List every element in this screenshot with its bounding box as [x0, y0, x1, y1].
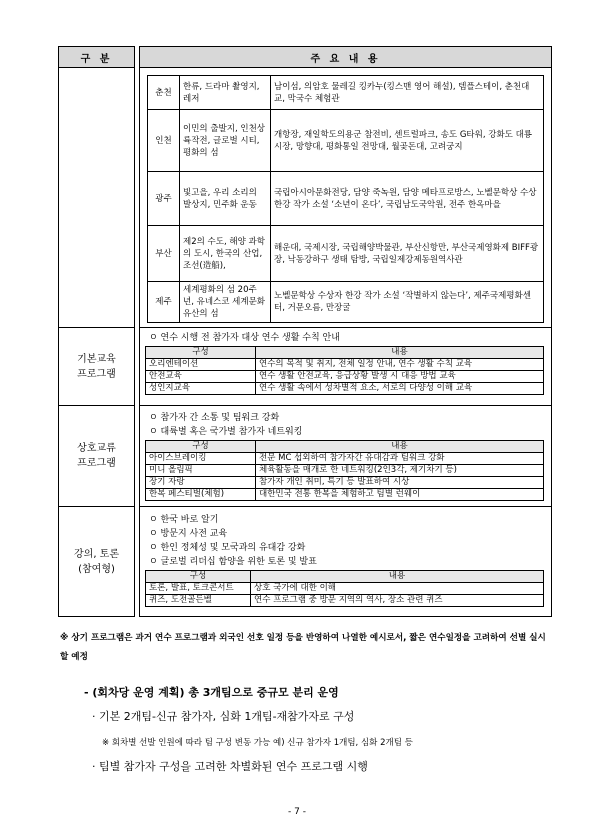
bullet-item: ㅇ 한인 정체성 및 모국과의 유대감 강화 [149, 543, 306, 553]
row-component: 아이스브레이킹 [146, 453, 256, 465]
city-places: 해운대, 국제시장, 국립해양박물관, 부산신항만, 부산국제영화제 BIFF광장, 낙동강하구 생태 탐방, 국립일제강제동원역사관 [271, 226, 544, 282]
city-name: 춘천 [148, 76, 180, 110]
section-label-line: 상호교류 [77, 443, 116, 454]
table-row [146, 359, 544, 371]
table-header: 구성 [146, 571, 251, 583]
city-theme: 세계평화의 섬 20주년, 유네스코 세계문화유산의 섬 [180, 282, 271, 323]
table-row [146, 583, 544, 595]
header-content: 주 요 내 용 [140, 47, 552, 68]
row-content: 체육활동을 매개로 한 네트워킹(2인3각, 제기차기 등) [256, 465, 544, 477]
team-composition-note: ※ 회차별 선발 인원에 따라 팀 구성 변동 가능 예) 신규 참가자 1개팀, 심화 2개팀 등 [102, 738, 413, 748]
row-content: 대한민국 전통 한복을 체험하고 팀별 런웨이 [256, 489, 544, 501]
bullet-item: ㅇ 대륙별 혹은 국가별 참가자 네트워킹 [149, 427, 303, 437]
program-table [58, 46, 552, 617]
city-name: 부산 [148, 226, 180, 282]
table-row [146, 465, 544, 477]
basic-program-label [59, 328, 135, 406]
basic-program-content [140, 328, 552, 406]
city-row [148, 226, 544, 282]
lecture-table [145, 570, 544, 607]
city-row [148, 282, 544, 323]
team-composition: · 기본 2개팀-신규 참가자, 심화 1개팀-재참가자로 구성 [92, 710, 355, 723]
program-note: ※ 상기 프로그램은 과거 연수 프로그램과 외국인 선호 일정 등을 반영하여 나열한 예시로서, 짧은 연수일정을 고려하여 선별 실시할 예정 [60, 633, 546, 662]
city-name: 광주 [148, 172, 180, 226]
table-row [146, 595, 544, 607]
exchange-table [145, 440, 544, 501]
row-content: 전문 MC 섭외하여 참가자간 유대감과 팀워크 강화 [256, 453, 544, 465]
table-row [146, 383, 544, 395]
operation-plan: - (회차당 운영 계획) 총 3개팀으로 중규모 분리 운영 [84, 686, 339, 699]
table-header: 내용 [256, 441, 544, 453]
bullet-item: ㅇ 연수 시행 전 참가자 대상 연수 생활 수칙 안내 [149, 333, 340, 343]
city-row [148, 76, 544, 110]
row-content: 연수 생활 안전교육, 응급상황 발생 시 대응 방법 교육 [256, 371, 544, 383]
row-component: 퀴즈, 도전골든벨 [146, 595, 251, 607]
table-row [146, 371, 544, 383]
row-component: 안전교육 [146, 371, 256, 383]
city-places: 노벨문학상 수상자 한강 작가 소설 ‘작별하지 않는다’, 제주국제평화센터, 거문오름, 만장굴 [271, 282, 544, 323]
city-theme: 빛고을, 우리 소리의 발상지, 민주화 운동 [180, 172, 271, 226]
row-component: 오리엔테이션 [146, 359, 256, 371]
section-label-line: 프로그램 [77, 368, 116, 380]
table-row [146, 477, 544, 489]
section-label-line: 프로그램 [77, 458, 116, 469]
bullet-item: ㅇ 참가자 간 소통 및 팀워크 강화 [149, 413, 280, 423]
city-theme: 이민의 출발지, 인천상륙작전, 글로벌 시티, 평화의 섬 [180, 110, 271, 172]
lecture-program-content [140, 507, 552, 617]
section-label-line: (참여형) [78, 563, 115, 575]
bullet-item: ㅇ 방문지 사전 교육 [149, 529, 228, 539]
differentiated-program: · 팀별 참가자 구성을 고려한 차별화된 연수 프로그램 시행 [92, 760, 368, 773]
city-name: 제주 [148, 282, 180, 323]
city-name: 인천 [148, 110, 180, 172]
lecture-program-label [59, 507, 135, 617]
row-content: 연수 프로그램 중 방문 지역의 역사, 장소 관련 퀴즈 [251, 595, 544, 607]
row-component: 장기 자랑 [146, 477, 256, 489]
header-category: 구 분 [59, 47, 135, 68]
section-label-line: 강의, 토론 [74, 548, 119, 560]
city-row [148, 172, 544, 226]
basic-table [145, 346, 544, 395]
exchange-program-label [59, 406, 135, 507]
table-header: 구성 [146, 347, 256, 359]
row-component: 토론, 발표, 토크콘서트 [146, 583, 251, 595]
page-number: - 7 - [288, 807, 306, 817]
city-theme: 한류, 드라마 촬영지, 레저 [180, 76, 271, 110]
row-component: 미니 올림픽 [146, 465, 256, 477]
table-header: 내용 [256, 347, 544, 359]
row-content: 상호 국가에 대한 이해 [251, 583, 544, 595]
exchange-program-content [140, 406, 552, 507]
table-row [146, 453, 544, 465]
city-tour-table [147, 75, 544, 323]
section-label-line: 기본교육 [77, 353, 116, 365]
city-row [148, 110, 544, 172]
city-theme: 제2의 수도, 해양 과학의 도시, 한국의 산업, 조선(造船), [180, 226, 271, 282]
bullet-item: ㅇ 한국 바로 알기 [149, 515, 219, 525]
city-places: 남이섬, 의암호 물레길 킹카누(킹스맨 영어 해설), 템플스테이, 춘천대교, 막국수 체험관 [271, 76, 544, 110]
table-header: 구성 [146, 441, 256, 453]
table-header: 내용 [251, 571, 544, 583]
bullet-item: ㅇ 글로벌 리더십 함양을 위한 토론 및 발표 [149, 557, 317, 567]
row-content: 참가자 개인 취미, 특기 등 발표하여 시상 [256, 477, 544, 489]
row-component: 성인지교육 [146, 383, 256, 395]
row-component: 한복 페스티벌(체험) [146, 489, 256, 501]
city-places: 개항장, 재일학도의용군 참전비, 센트럴파크, 송도 G타워, 강화도 대룡시장, 망향대, 평화통일 전망대, 월곶돈대, 고려궁지 [271, 110, 544, 172]
city-places: 국립아시아문화전당, 담양 죽녹원, 담양 메타프로방스, 노벨문학상 수상 한강 작가 소설 ‘소년이 온다’, 국립남도국악원, 전주 한옥마을 [271, 172, 544, 226]
row-content: 연수의 목적 및 취지, 전체 일정 안내, 연수 생활 수칙 교육 [256, 359, 544, 371]
tour-category-cell [59, 68, 135, 328]
row-content: 연수 생활 속에서 성차별적 요소, 서로의 다양성 이해 교육 [256, 383, 544, 395]
table-row [146, 489, 544, 501]
